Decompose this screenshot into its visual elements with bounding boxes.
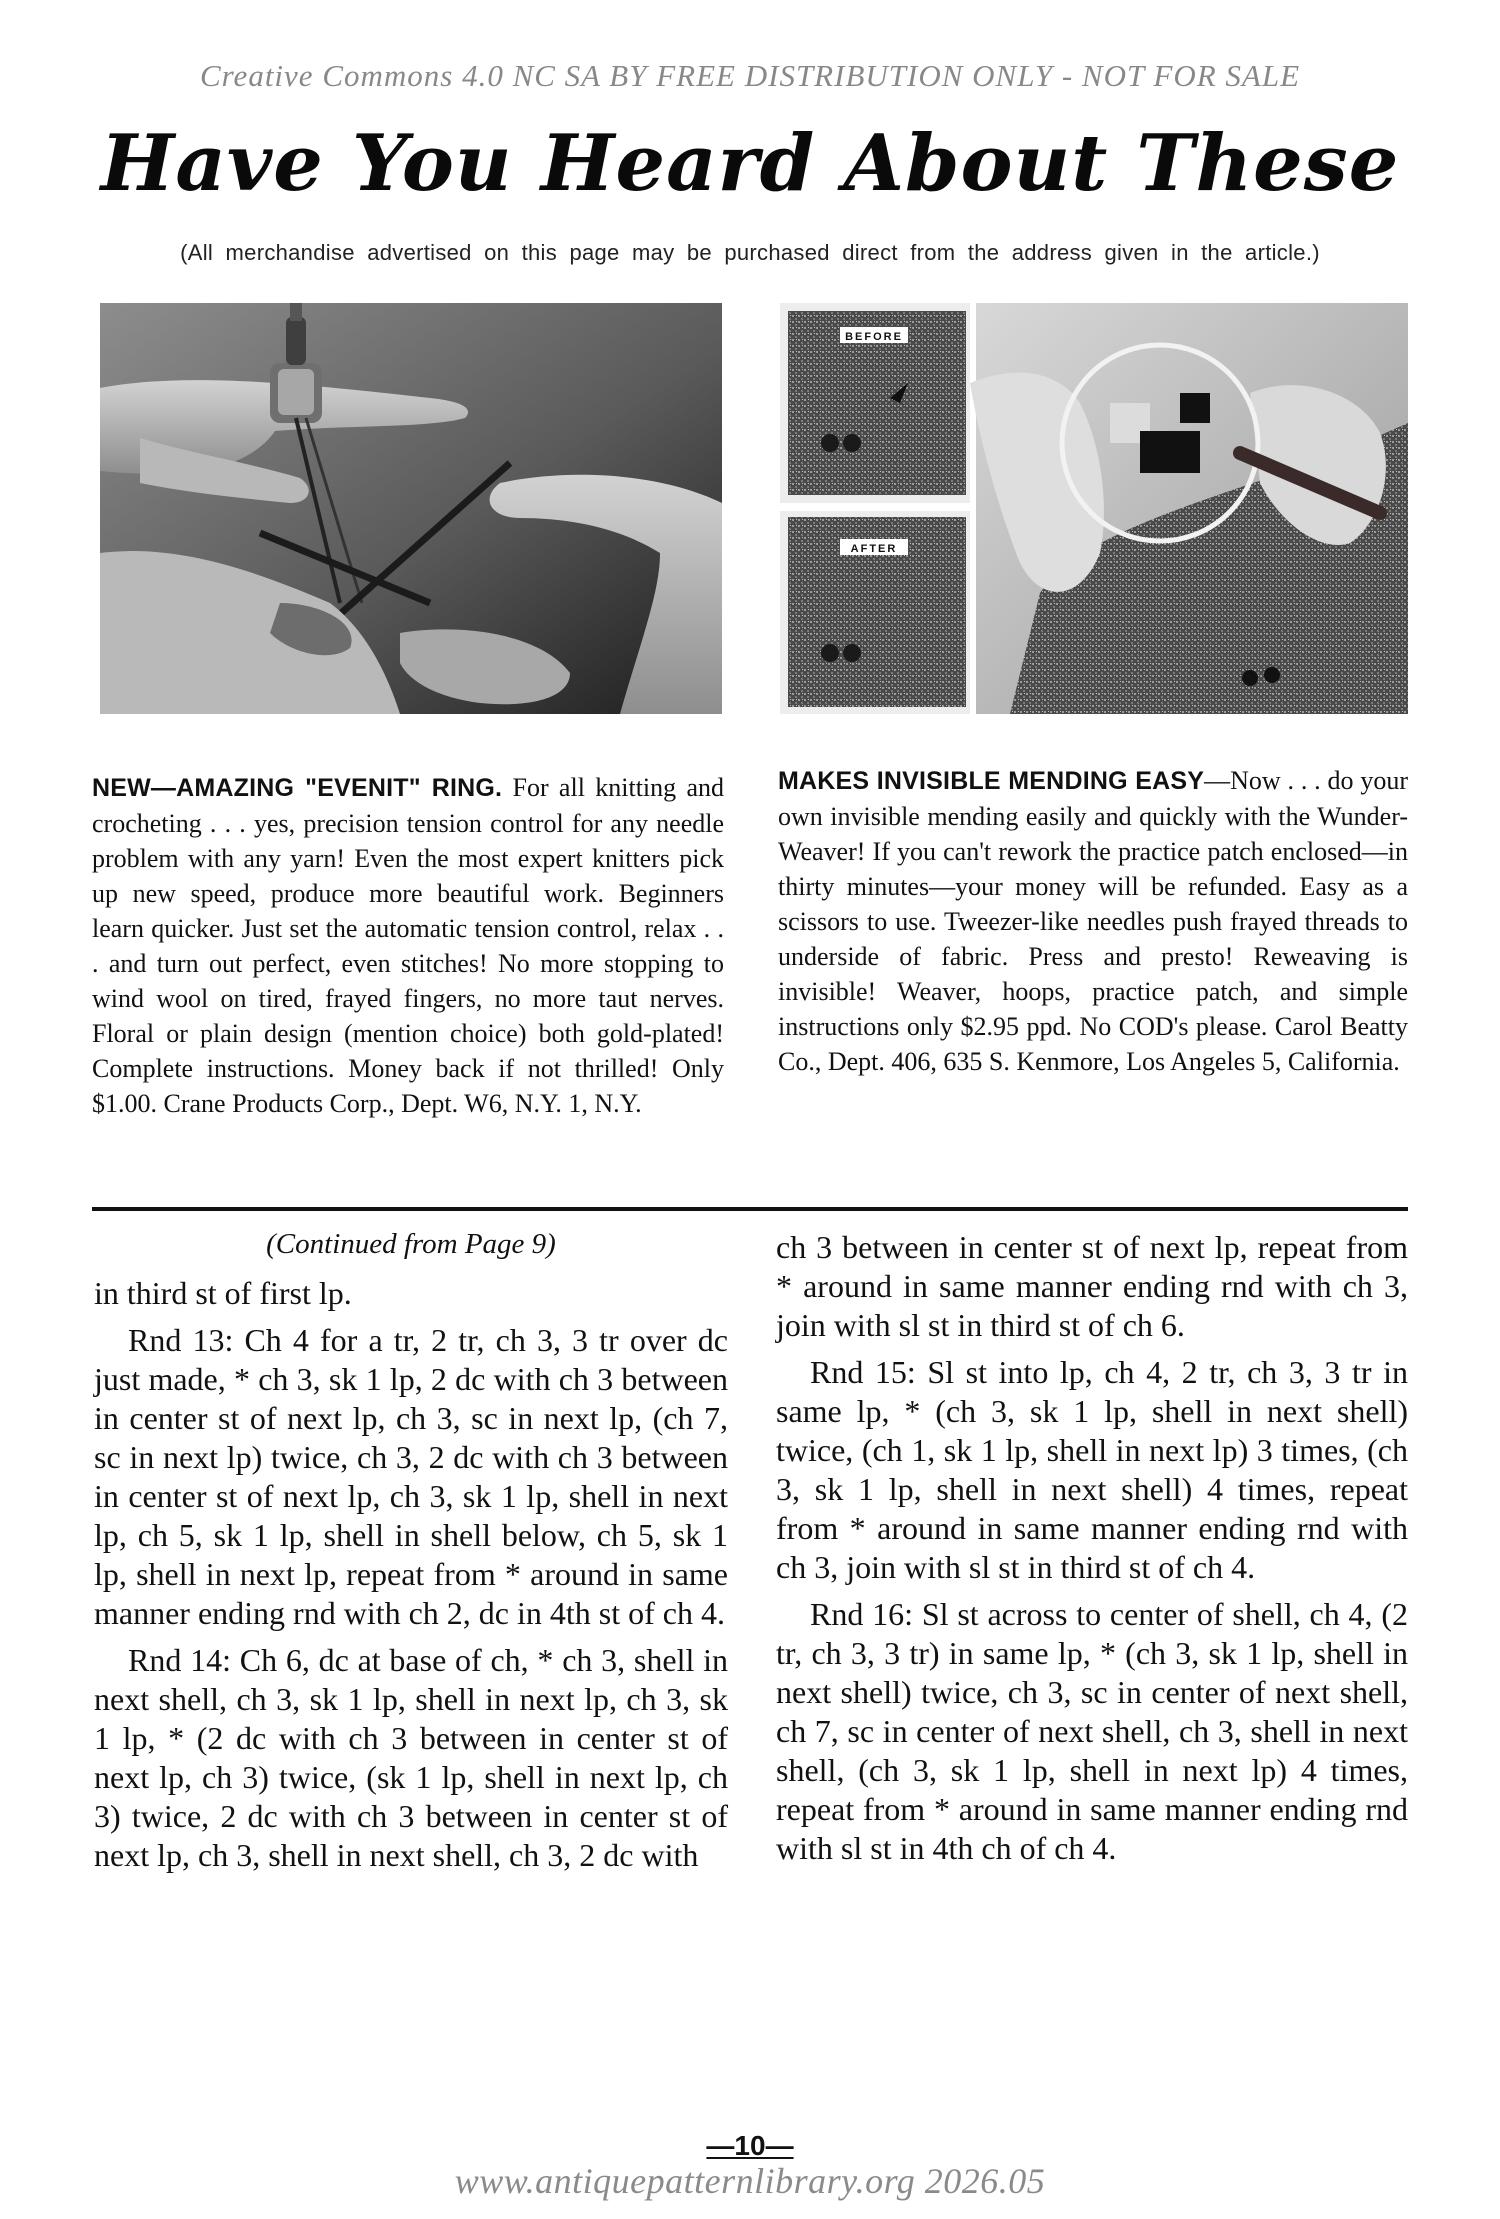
- continued-note: (Continued from Page 9): [266, 1228, 556, 1260]
- before-label: BEFORE: [845, 331, 903, 343]
- wunder-weaver-ad-headline: MAKES INVISIBLE MENDING EASY: [778, 767, 1205, 795]
- evenit-ring-photo: [100, 303, 722, 714]
- page-title: Have You Heard About These: [100, 118, 1400, 209]
- paragraph: Rnd 16: Sl st across to center of shell, ch 4, (2 tr, ch 3, 3 tr) in same lp, * (ch 3, sk 1 lp, shell in next shell) twice, ch 3, sc in center of next shell, ch 7, sc in center of next shell, ch 3, shell in next shell, (ch 3, sk 1 lp, shell in next lp) 4 times, repeat from * around in same manner ending rnd with sl st in 4th ch of ch 4.: [776, 1596, 1408, 1866]
- article-left-column: [94, 1225, 728, 1875]
- paragraph: in third st of first lp.: [94, 1275, 352, 1311]
- paragraph: Rnd 13: Ch 4 for a tr, 2 tr, ch 3, 3 tr over dc just made, * ch 3, sk 1 lp, 2 dc with ch 3 between in center st of next lp, ch 3, sc in next lp, (ch 7, sc in next lp) twice, ch 3, 2 dc with ch 3 between in center st of next lp, ch 3, sk 1 lp, shell in next lp, ch 5, sk 1 lp, shell in shell below, ch 5, sk 1 lp, shell in next lp, repeat from * around in same manner ending rnd with ch 2, dc in 4th st of ch 4.: [94, 1322, 728, 1631]
- website-watermark: www.antiquepatternlibrary.org 2026.05: [454, 2161, 1046, 2201]
- after-label: AFTER: [850, 543, 898, 555]
- evenit-ring-ad-headline: NEW—AMAZING "EVENIT" RING.: [92, 774, 503, 802]
- page-subtitle: (All merchandise advertised on this page may be purchased direct from the address given in the article.): [180, 240, 1320, 265]
- evenit-ring-ad-body: For all knitting and crocheting . . . yes, precision tension control for any needle problem with any yarn! Even the most expert knitters pick up new speed, produce more beautiful work. Beginners learn quicker. Just set the automatic tension control, relax . . . and turn out perfect, even stitches! No more stopping to wind wool on tired, frayed fingers, no more taut nerves. Floral or plain design (mention choice) both gold-plated! Complete instructions. Money back if not thrilled! Only $1.00. Crane Products Corp., Dept. W6, N.Y. 1, N.Y.: [92, 773, 725, 1118]
- paragraph: Rnd 15: Sl st into lp, ch 4, 2 tr, ch 3, 3 tr in same lp, * (ch 3, sk 1 lp, shell in next shell) twice, (ch 1, sk 1 lp, shell in next lp) 3 times, (ch 3, sk 1 lp, shell in next shell) 4 times, repeat from * around in same manner ending rnd with ch 3, join with sl st in third st of ch 4.: [776, 1354, 1408, 1585]
- wunder-weaver-ad-body: —Now . . . do your own invisible mending easily and quickly with the Wunder-Weaver! If you can't rework the practice patch enclosed—in thirty minutes—your money will be refunded. Easy as a scissors to use. Tweezer-like needles push frayed threads to underside of fabric. Press and presto! Reweaving is invisible! Weaver, hoops, practice patch, and simple instructions only $2.95 ppd. No COD's please. Carol Beatty Co., Dept. 406, 635 S. Kenmore, Los Angeles 5, California.: [778, 766, 1408, 1076]
- page-number: —10—: [706, 2130, 794, 2161]
- paragraph: ch 3 between in center st of next lp, repeat from * around in same manner ending rnd with ch 3, join with sl st in third st of ch 6.: [776, 1229, 1408, 1343]
- license-banner: Creative Commons 4.0 NC SA BY FREE DISTRIBUTION ONLY - NOT FOR SALE: [199, 58, 1301, 93]
- article-right-column: [776, 1228, 1408, 1868]
- evenit-ring-ad: [92, 770, 724, 1121]
- paragraph: Rnd 14: Ch 6, dc at base of ch, * ch 3, shell in next shell, ch 3, sk 1 lp, shell in next lp, ch 3, sk 1 lp, * (2 dc with ch 3 between in center st of next lp, ch 3) twice, (sk 1 lp, shell in next lp, ch 3) twice, 2 dc with ch 3 between in center st of next lp, ch 3, shell in next shell, ch 3, 2 dc with: [94, 1642, 728, 1873]
- section-divider: [92, 1207, 1408, 1211]
- wunder-weaver-ad: [778, 763, 1408, 1079]
- wunder-weaver-photo: [780, 303, 1408, 714]
